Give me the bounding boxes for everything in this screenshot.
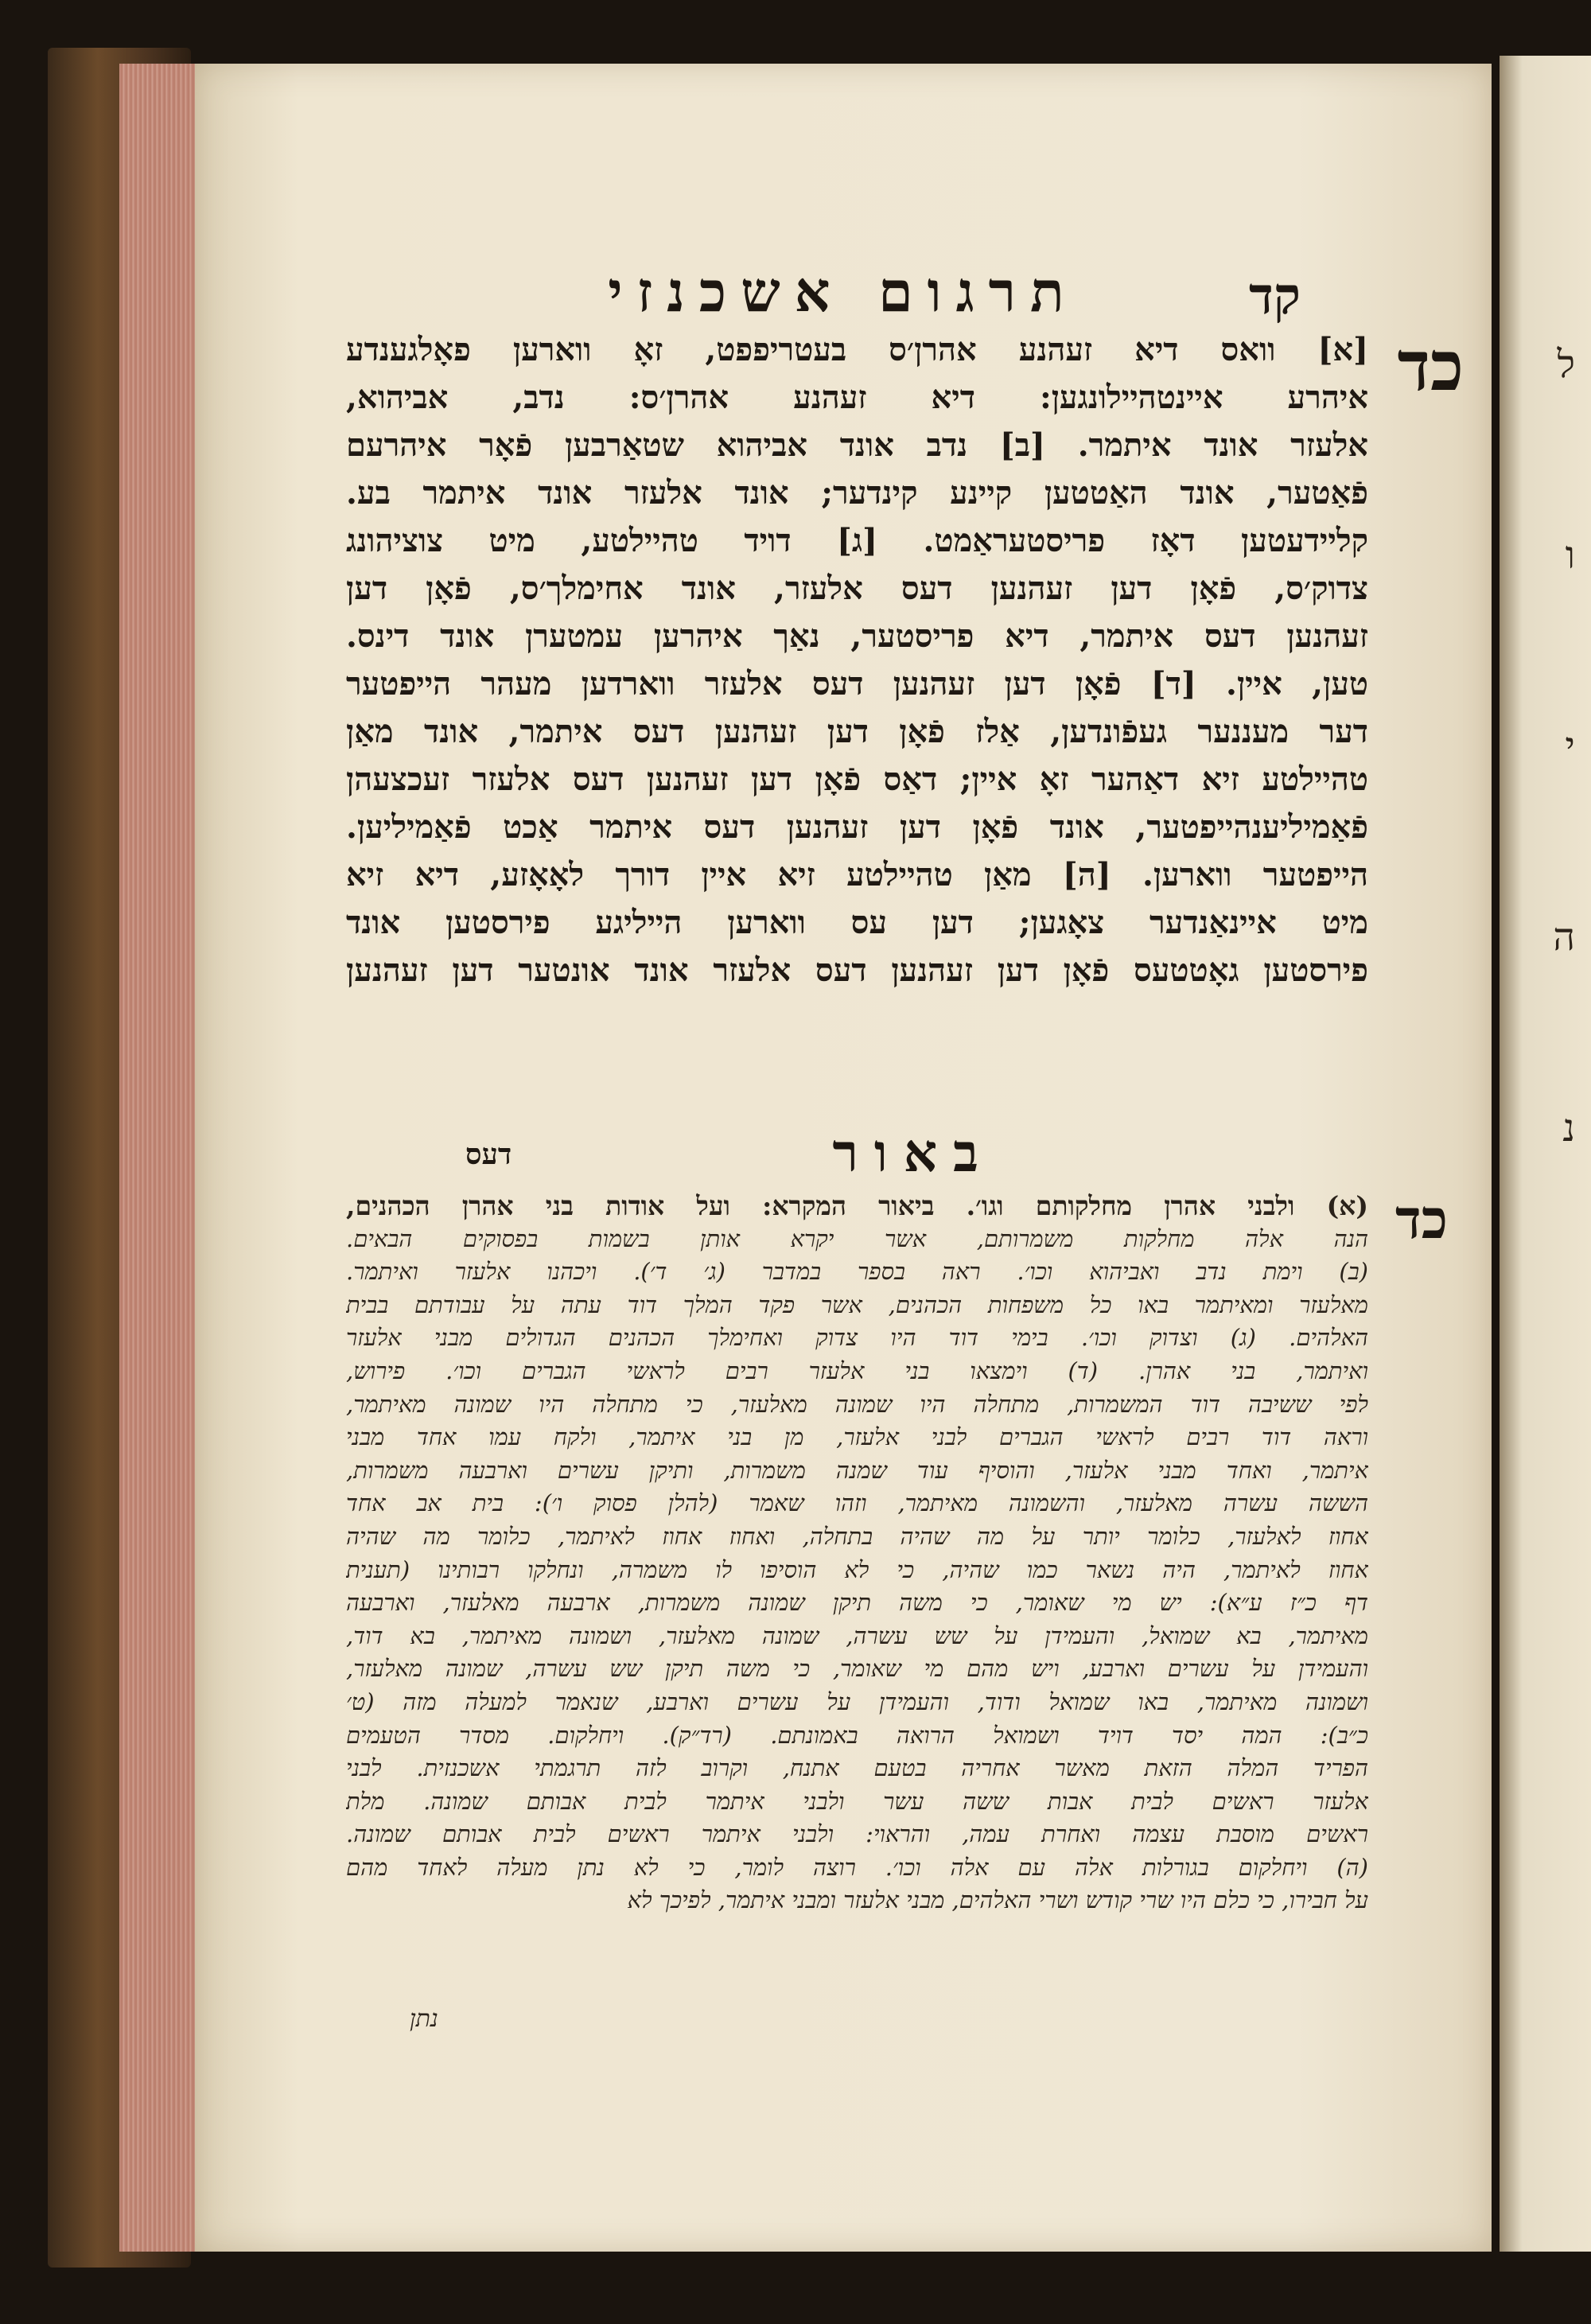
commentary-line: מאיתמר, בא שמואל, והעמידן על שש עשרה, שמונה מאלעזר, ושמונה מאיתמר, בא דוד, [346,1621,1368,1649]
translation-line: זעהנען דעס איתמר, דיא פריסטער, נאַך איהרען עמטערן אונד דינס. [346,617,1368,655]
commentary-line: דף כ״ז ע״א): יש מי שאומר, כי משה תיקן שמונה משמרות, ארבעה מאלעזר, וארבעה [346,1589,1368,1617]
translation-catchword: דעס [465,1138,512,1171]
commentary-block [346,1188,1448,1917]
facing-page-edge [1500,56,1591,2252]
translation-line: פֿאַטער, אונד האַטטען קיינע קינדער; אונד אלעזר אונד איתמר בע. [346,474,1368,512]
book-page [195,64,1492,2252]
facing-page-letter: נ [1562,1106,1575,1150]
translation-line: טען, איין. [ד] פֿאָן דען זעהנען דעס אלעזר ווארדען מעהר הייפטער [346,665,1368,703]
translation-line: צדוק׳ס, פֿאָן דען זעהנען דעס אלעזר, אונד אחימלך׳ס, פֿאָן דען [346,570,1368,607]
facing-page-letter: ה [1553,915,1575,960]
commentary-catchword: נתן [410,2005,438,2033]
commentary-chapter-mark: כד [1395,1188,1448,1252]
commentary-line: אחוז לאלעזר, כלומר יותר על מה שהיה בתחלה, ואחוז אחוז לאיתמר, כלומר מה שהיה [346,1522,1368,1550]
translation-line: מיט איינאַנדער צאָגען; דען עס ווארען הייליגע פירסטען אונד [346,904,1368,941]
commentary-line: על חבירו, כי כלם היו שרי קודש ושרי האלהים, מבני אלעזר ומבני איתמר, לפיכך לא [627,1886,1368,1914]
facing-page-letter: ו [1565,533,1575,578]
commentary-line: כ״ב): המה יסד דויד ושמואל הרואה באמונתם. (רד״ק). ויחלקום. מסדר הטעמים [346,1721,1368,1749]
commentary-line: איתמר, ואחד מבני אלעזר, והוסיף עוד שמנה משמרות, ותיקן עשרים וארבעה משמרות, [346,1456,1368,1484]
translation-line: קליידעטען דאָז פריסטעראַמט. [ג] דויד טהיילטע, מיט צוציהונג [346,522,1368,559]
commentary-line: (ה) ויחלקום בגורלות אלה עם אלה וכו׳. רוצה לומר, כי לא נתן מעלה לאחד מהם [346,1853,1368,1881]
page-header [195,259,1492,326]
translation-line: פֿאַמיליענהייפטער, אונד פֿאָן דען זעהנען דעס איתמר אַכט פֿאַמיליען. [346,808,1368,846]
commentary-line: לפי ששיבה דוד המשמרות, מתחלה היו שמונה מאלעזר, כי מתחלה היו שמונה מאיתמר, [346,1390,1368,1418]
commentary-line: אחוז לאיתמר, היה נשאר כמו שהיה, כי לא הוסיפו לו משמרה, ונחלקו רבותינו (תענית [346,1555,1368,1583]
translation-line: אלעזר אונד איתמר. [ב] נדב אונד אביהוא שטאַרבען פֿאָר איהרעם [346,426,1368,464]
commentary-line: אלעזר ראשים לבית אבות ששה עשר ולבני איתמר לבית אבותם שמונה. מלת [346,1787,1368,1815]
commentary-line: הפריד המלה הזאת מאשר אחריה בטעם אתנח, וקרוב לזה תרגמתי אשכנזית. לבני [346,1754,1368,1782]
translation-block [346,326,1464,995]
commentary-line: ואיתמר, בני אהרן. (ד) וימצאו בני אלעזר רבים לראשי הגברים וכו׳. פירוש, [346,1357,1368,1384]
commentary-line: ראשים מוסבת עצמה ואחרת עמה, והראוי: ולבני איתמר ראשים לבית אבותם שמונה. [346,1820,1368,1848]
translation-line: פירסטען גאָטטעס פֿאָן דען זעהנען דעס אלעזר אונד אונטער דען זעהנען [346,952,1368,989]
translation-line: דער מעננער געפֿונדען, אַלז פֿאָן דען זעהנען דעס איתמר, אונד מאַן [346,713,1368,750]
chapter-mark: כד [1397,326,1464,407]
commentary-line: וראה דוד רבים לראשי הגברים לבני אלעזר, מן בני איתמר, ולקח עמו אחד מבני [346,1423,1368,1451]
facing-page-letter: ל [1557,342,1575,387]
commentary-line: (ב) וימת נדב ואביהוא וכו׳. ראה בספר במדבר (ג׳ ד׳). ויכהנו אלעזר ואיתמר. [346,1258,1368,1286]
commentary-line: הנה אלה מחלקות משמרותם, אשר יקרא אותן בשמות בפסוקים הבאים. [346,1224,1368,1252]
commentary-heading-row [346,1122,1368,1185]
translation-line: טהיילטע זיא דאַהער זאָ איין; דאַס פֿאָן דען זעהנען דעס אלעזר זעכצעהן [346,761,1368,798]
page-edges [119,64,207,2252]
translation-line: הייפטער ווארען. [ה] מאַן טהיילטע זיא איין דורך לאָאָזע, דיא זיא [346,856,1368,893]
commentary-line: ושמונה מאיתמר, באו שמואל ודוד, והעמידן על עשרים וארבע, שנאמר למעלה מזה (ט׳ [346,1688,1368,1715]
commentary-line: והעמידן על עשרים וארבע, ויש מהם מי שאומר, כי משה תיקן שש עשרה, שמונה מאלעזר, [346,1655,1368,1683]
commentary-line: הששה עשרה מאלעזר, והשמונה מאיתמר, וזהו שאמר (להלן פסוק ו׳): בית אב אחד [346,1489,1368,1517]
commentary-line: מאלעזר ומאיתמר באו כל משפחות הכהנים, אשר פקד המלך דוד עתה על עבודתם בבית [346,1290,1368,1318]
leaf-number: קד [1248,267,1301,326]
translation-line: איהרע איינטהיילונגען: דיא זעהנע אהרן׳ס: נדב, אביהוא, [346,379,1368,416]
running-title: תרגום אשכנזי [608,259,1079,325]
translation-line: [א] וואס דיא זעהנע אהרן׳ס בעטריפפט, זאָ ווארען פאָלגענדע [346,331,1368,368]
commentary-heading: באור [832,1122,994,1184]
commentary-line: (א) ולבני אהרן מחלקותם וגו׳. ביאור המקרא: ועל אודות בני אהרן הכהנים, [346,1190,1368,1221]
facing-page-letter: י [1565,724,1575,769]
commentary-line: האלהים. (ג) וצדוק וכו׳. בימי דוד היו צדוק ואחימלך הכהנים הגדולים מבני אלעזר [346,1324,1368,1352]
